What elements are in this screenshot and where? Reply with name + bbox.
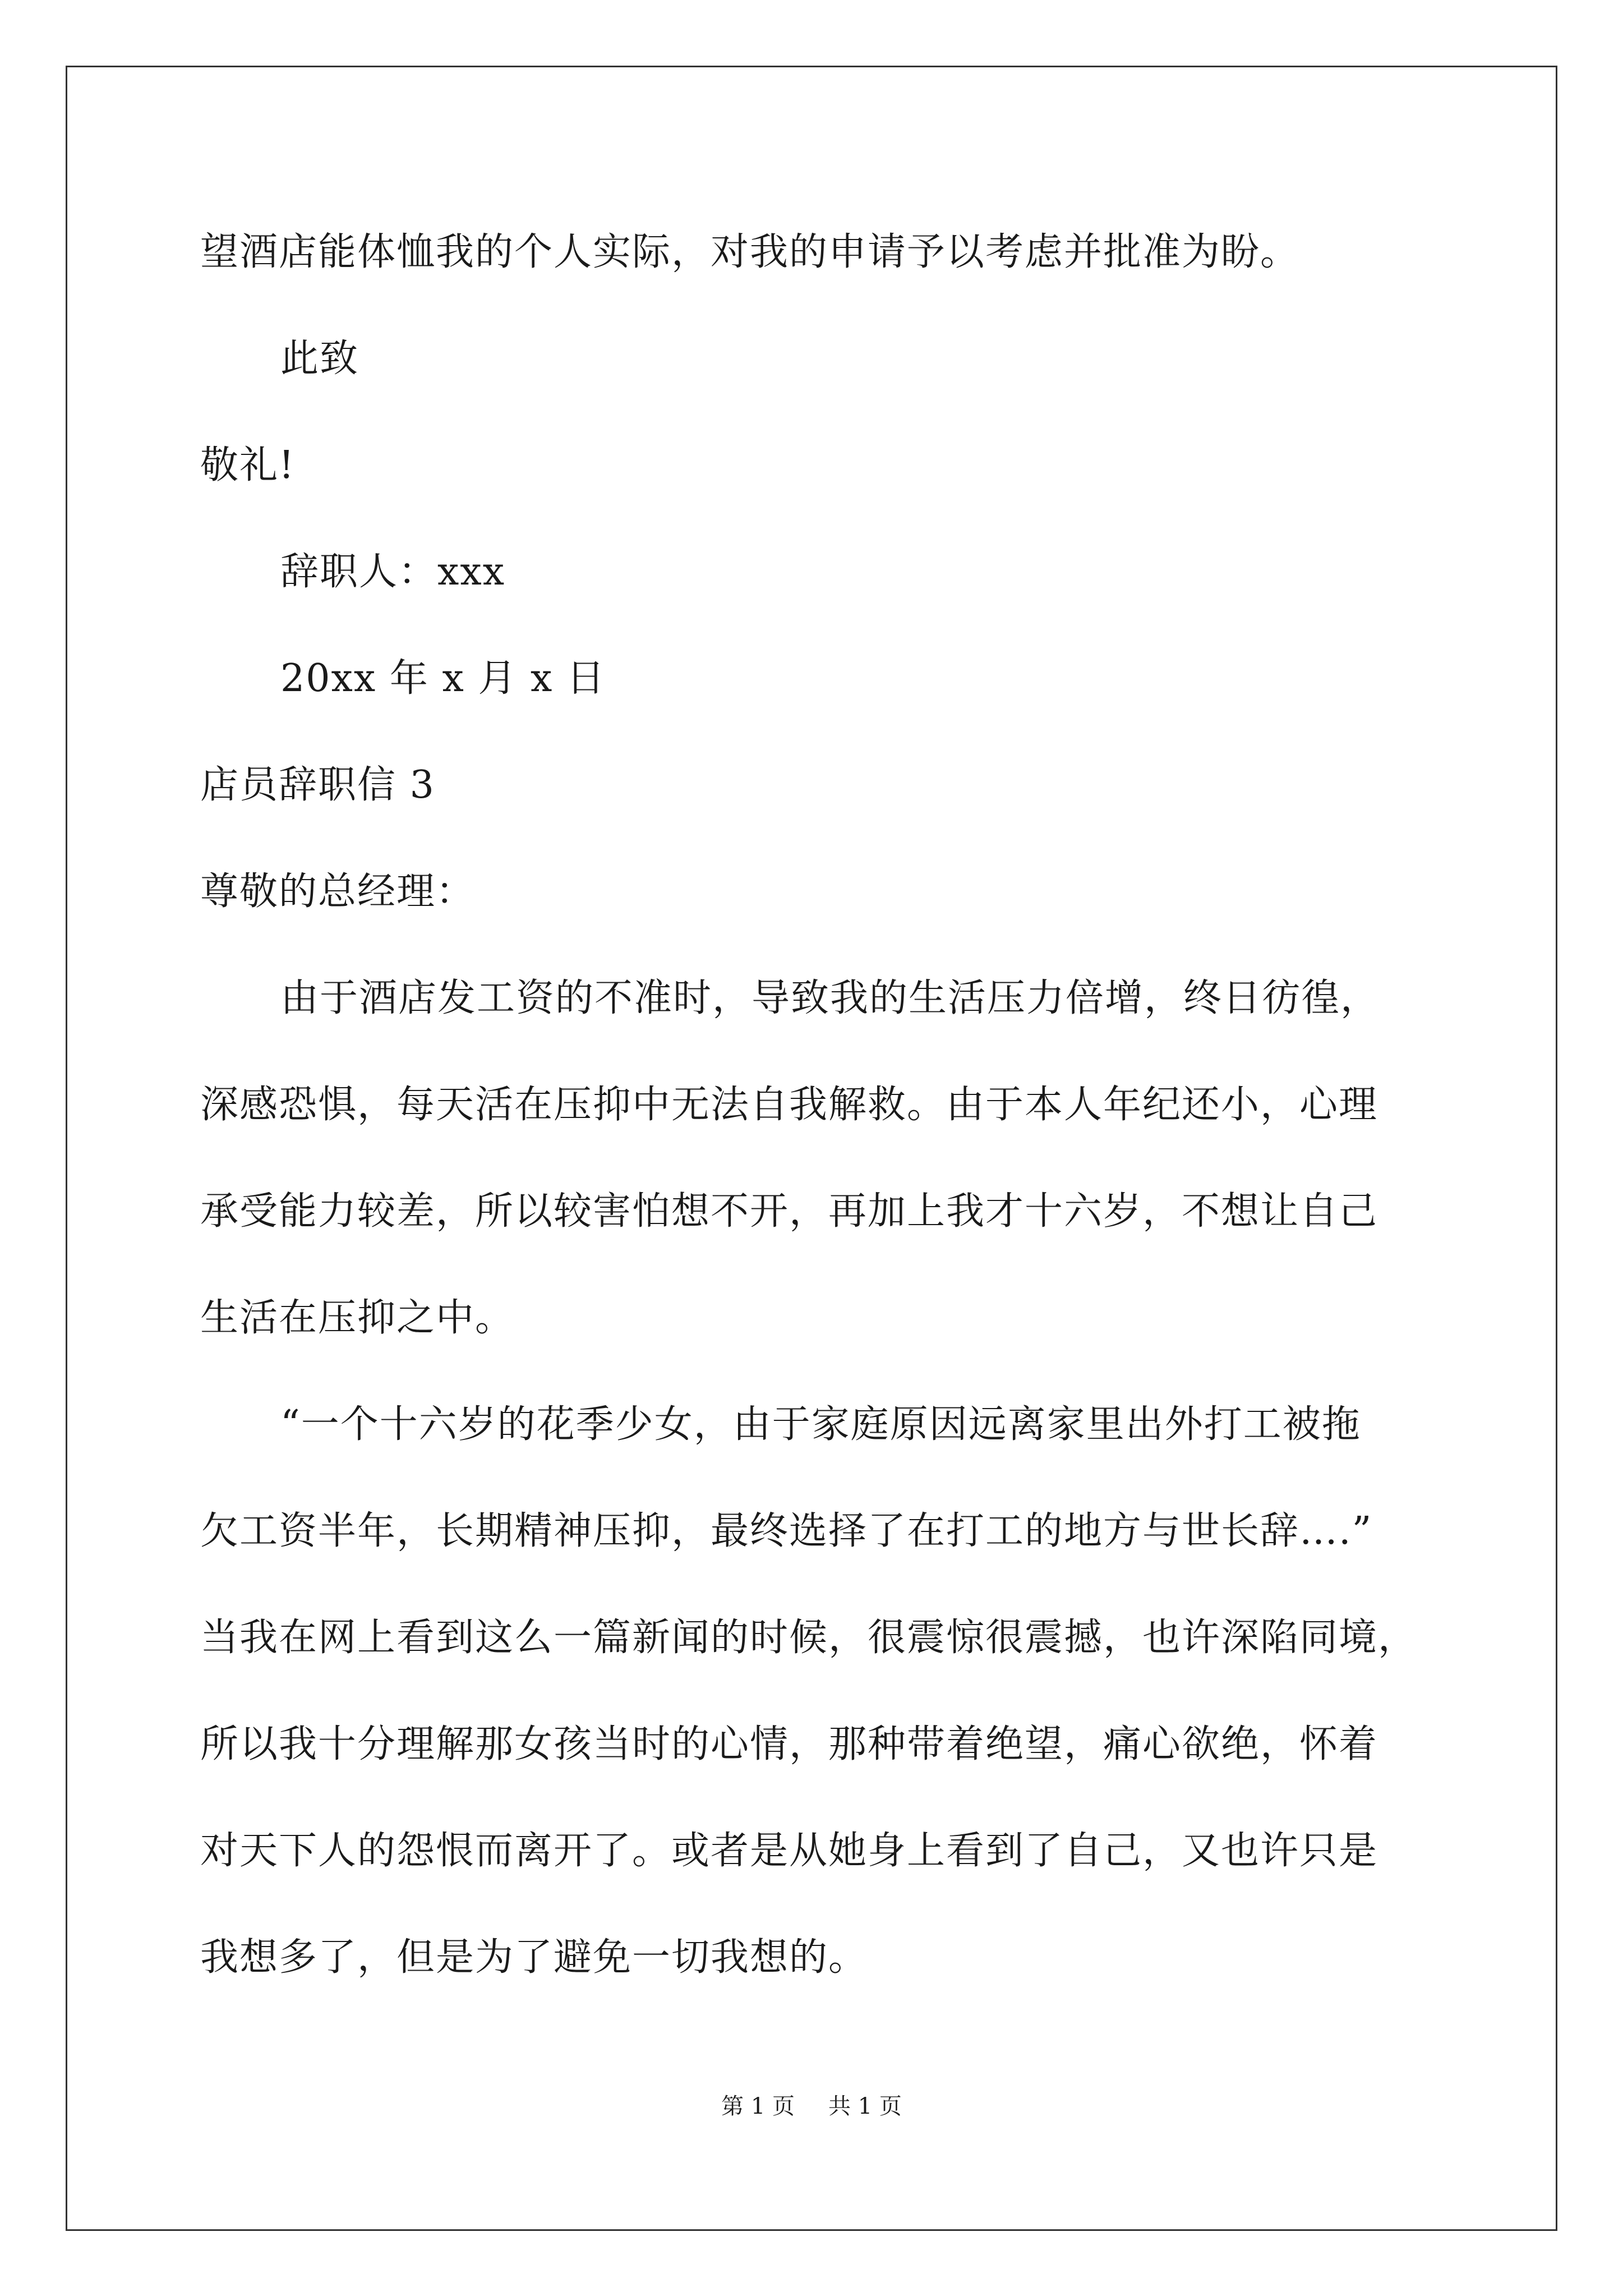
signer-line: 辞职人：xxx	[280, 550, 506, 594]
text-line: 深感恐惧，每天活在压抑中无法自我解救。由于本人年纪还小，心理	[200, 1083, 1378, 1127]
text-line: 我想多了，但是为了避免一切我想的。	[200, 1935, 868, 1980]
page-number: 第 1 页	[721, 2093, 795, 2119]
date-line: 20xx 年 x 月 x 日	[280, 656, 606, 701]
page-footer	[0, 2092, 1623, 2120]
text-line: 生活在压抑之中。	[200, 1296, 515, 1340]
page-frame	[66, 66, 1557, 2231]
section-heading: 店员辞职信 3	[200, 763, 435, 807]
text-line: 对天下人的怨恨而离开了。或者是从她身上看到了自己，又也许只是	[200, 1829, 1378, 1873]
text-line: 由于酒店发工资的不准时，导致我的生活压力倍增，终日彷徨，	[280, 976, 1380, 1020]
text-line: “一个十六岁的花季少女，由于家庭原因远离家里出外打工被拖	[280, 1402, 1361, 1447]
greeting: 尊敬的总经理：	[200, 869, 476, 914]
text-line: 望酒店能体恤我的个人实际，对我的申请予以考虑并批准为盼。	[200, 230, 1300, 274]
salutation-closing: 敬礼!	[200, 443, 296, 487]
text-line: 当我在网上看到这么一篇新闻的时候，很震惊很震撼，也许深陷同境，	[200, 1616, 1418, 1660]
text-line: 所以我十分理解那女孩当时的心情，那种带着绝望，痛心欲绝，怀着	[200, 1722, 1378, 1766]
closing-phrase: 此致	[280, 337, 359, 381]
text-line: 承受能力较差，所以较害怕想不开，再加上我才十六岁，不想让自己	[200, 1189, 1378, 1234]
page-total: 共 1 页	[828, 2093, 902, 2119]
text-line: 欠工资半年，长期精神压抑，最终选择了在打工的地方与世长辞….”	[200, 1509, 1373, 1553]
